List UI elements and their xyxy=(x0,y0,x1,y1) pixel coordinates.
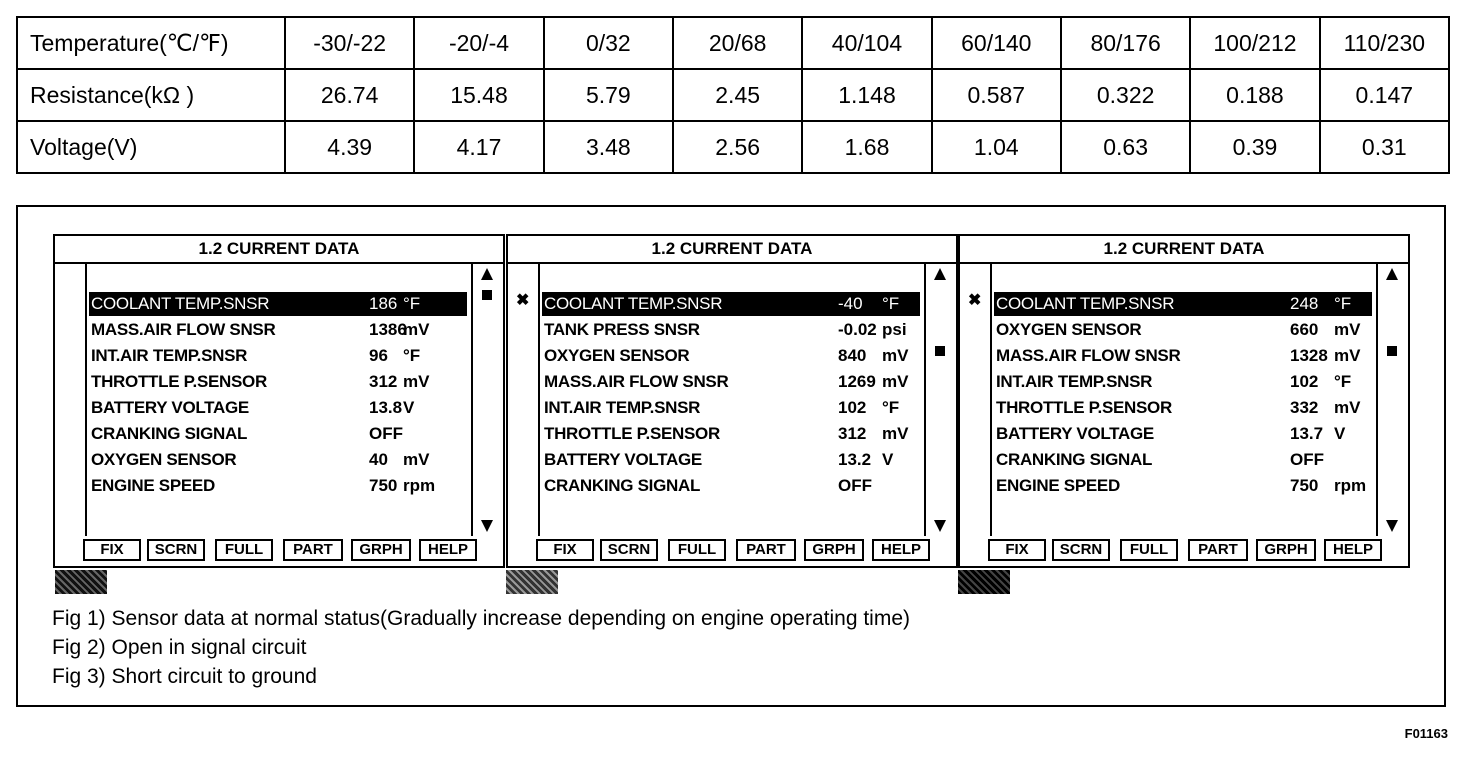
spec-cell: 0.587 xyxy=(932,69,1061,121)
caption-fig-3: Fig 3) Short circuit to ground xyxy=(52,665,317,688)
data-row-label: INT.AIR TEMP.SNSR xyxy=(544,398,701,417)
data-row-value: 312 xyxy=(369,372,398,391)
spec-cell: 4.39 xyxy=(285,121,414,173)
spec-cell: 1.04 xyxy=(932,121,1061,173)
data-row-unit: V xyxy=(882,450,894,469)
spec-cell: 2.56 xyxy=(673,121,802,173)
spec-row-label: Resistance(kΩ ) xyxy=(17,69,285,121)
spec-cell: 0.147 xyxy=(1320,69,1449,121)
scroll-down-icon[interactable] xyxy=(1386,520,1398,532)
panel-title: 1.2 CURRENT DATA xyxy=(508,236,956,264)
fault-marker-icon: ✖ xyxy=(968,292,982,309)
status-tile-2 xyxy=(506,570,558,594)
data-row-value: 102 xyxy=(838,398,867,417)
data-row[interactable] xyxy=(542,396,920,420)
spec-cell: 1.68 xyxy=(802,121,931,173)
full-button[interactable]: FULL xyxy=(668,539,726,561)
data-row-unit: °F xyxy=(1334,372,1352,391)
data-row-label: INT.AIR TEMP.SNSR xyxy=(996,372,1153,391)
data-row-value: 13.8 xyxy=(369,398,403,417)
spec-row-label: Temperature(℃/℉) xyxy=(17,17,285,69)
function-key-bar xyxy=(55,534,503,566)
spec-cell: 0.322 xyxy=(1061,69,1190,121)
data-row-value: 750 xyxy=(1290,476,1319,495)
data-row-label: OXYGEN SENSOR xyxy=(91,450,237,469)
data-row-label: THROTTLE P.SENSOR xyxy=(544,424,720,443)
data-row-label: ENGINE SPEED xyxy=(91,476,215,495)
help-button[interactable]: HELP xyxy=(872,539,930,561)
data-row-value: 1386 xyxy=(369,320,407,339)
data-row-label: INT.AIR TEMP.SNSR xyxy=(91,346,248,365)
function-key-bar xyxy=(960,534,1408,566)
data-row-value: 13.2 xyxy=(838,450,872,469)
data-list xyxy=(85,264,473,536)
fix-button[interactable]: FIX xyxy=(83,539,141,561)
spec-row xyxy=(17,69,1449,121)
data-row-unit: mV xyxy=(882,346,909,365)
data-row-unit: °F xyxy=(403,346,421,365)
figure-code: F01163 xyxy=(1404,726,1448,741)
scan-tool-panel-2 xyxy=(506,234,958,568)
data-row[interactable] xyxy=(89,344,467,368)
data-row[interactable] xyxy=(994,370,1372,394)
data-row[interactable] xyxy=(542,344,920,368)
spec-cell: -20/-4 xyxy=(414,17,543,69)
data-row-unit: °F xyxy=(882,294,900,313)
data-row-value: 332 xyxy=(1290,398,1319,417)
panel-title: 1.2 CURRENT DATA xyxy=(55,236,503,264)
spec-row-label: Voltage(V) xyxy=(17,121,285,173)
scrn-button[interactable]: SCRN xyxy=(147,539,205,561)
scan-tool-panel-3 xyxy=(958,234,1410,568)
panel-title: 1.2 CURRENT DATA xyxy=(960,236,1408,264)
scroll-down-icon[interactable] xyxy=(481,520,493,532)
selected-data-row[interactable] xyxy=(89,292,467,316)
scroll-thumb[interactable] xyxy=(482,290,492,300)
help-button[interactable]: HELP xyxy=(1324,539,1382,561)
data-row[interactable] xyxy=(994,318,1372,342)
scroll-up-icon[interactable] xyxy=(481,268,493,280)
data-row-label: CRANKING SIGNAL xyxy=(996,450,1153,469)
data-row[interactable] xyxy=(89,474,467,498)
data-row-unit: rpm xyxy=(1334,476,1367,495)
data-row-value: 1328 xyxy=(1290,346,1328,365)
data-row-unit: mV xyxy=(403,372,430,391)
data-row-value: OFF xyxy=(1290,450,1324,469)
spec-cell: 0.31 xyxy=(1320,121,1449,173)
data-row[interactable] xyxy=(994,396,1372,420)
data-row-value: OFF xyxy=(369,424,403,443)
data-row-unit: mV xyxy=(403,450,430,469)
data-row-value: 96 xyxy=(369,346,388,365)
scroll-thumb[interactable] xyxy=(1387,346,1397,356)
data-row[interactable] xyxy=(994,422,1372,446)
data-row[interactable] xyxy=(89,370,467,394)
fix-button[interactable]: FIX xyxy=(536,539,594,561)
data-row-label: ENGINE SPEED xyxy=(996,476,1120,495)
spec-row xyxy=(17,17,1449,69)
data-row-value: 660 xyxy=(1290,320,1319,339)
data-row-value: -40 xyxy=(838,294,863,313)
data-row-label: THROTTLE P.SENSOR xyxy=(996,398,1172,417)
data-row-unit: mV xyxy=(1334,320,1361,339)
data-row[interactable] xyxy=(89,448,467,472)
data-row-label: CRANKING SIGNAL xyxy=(544,476,701,495)
data-row-unit: °F xyxy=(882,398,900,417)
scrn-button[interactable]: SCRN xyxy=(1052,539,1110,561)
fault-marker-icon: ✖ xyxy=(516,292,530,309)
data-row[interactable] xyxy=(542,422,920,446)
data-list xyxy=(538,264,926,536)
data-row-unit: psi xyxy=(882,320,907,339)
function-key-bar xyxy=(508,534,956,566)
spec-cell: 3.48 xyxy=(544,121,673,173)
data-row-unit: mV xyxy=(1334,346,1361,365)
data-row-value: -0.02 xyxy=(838,320,877,339)
data-row-value: OFF xyxy=(838,476,872,495)
selected-data-row[interactable] xyxy=(994,292,1372,316)
data-row-unit: mV xyxy=(882,424,909,443)
data-row-label: BATTERY VOLTAGE xyxy=(544,450,702,469)
spec-cell: 0.39 xyxy=(1190,121,1319,173)
part-button[interactable]: PART xyxy=(283,539,343,561)
data-row-label: TANK PRESS SNSR xyxy=(544,320,700,339)
data-row-value: 1269 xyxy=(838,372,876,391)
data-row-unit: mV xyxy=(882,372,909,391)
scroll-up-icon[interactable] xyxy=(934,268,946,280)
spec-cell: 40/104 xyxy=(802,17,931,69)
scroll-down-icon[interactable] xyxy=(934,520,946,532)
scrollbar[interactable] xyxy=(930,264,952,536)
data-row-value: 312 xyxy=(838,424,867,443)
spec-cell: 0.188 xyxy=(1190,69,1319,121)
spec-cell: 2.45 xyxy=(673,69,802,121)
spec-cell: 5.79 xyxy=(544,69,673,121)
spec-cell: 1.148 xyxy=(802,69,931,121)
data-row[interactable] xyxy=(994,344,1372,368)
part-button[interactable]: PART xyxy=(1188,539,1248,561)
fix-button[interactable]: FIX xyxy=(988,539,1046,561)
spec-cell: 15.48 xyxy=(414,69,543,121)
scroll-thumb[interactable] xyxy=(935,346,945,356)
data-row-value: 13.7 xyxy=(1290,424,1324,443)
data-row-value: 750 xyxy=(369,476,398,495)
part-button[interactable]: PART xyxy=(736,539,796,561)
data-row[interactable] xyxy=(542,474,920,498)
spec-cell: 80/176 xyxy=(1061,17,1190,69)
help-button[interactable]: HELP xyxy=(419,539,477,561)
selected-data-row[interactable] xyxy=(542,292,920,316)
data-row-value: 248 xyxy=(1290,294,1319,313)
data-row-label: MASS.AIR FLOW SNSR xyxy=(996,346,1181,365)
data-row-label: MASS.AIR FLOW SNSR xyxy=(91,320,276,339)
data-row-unit: °F xyxy=(403,294,421,313)
data-row[interactable] xyxy=(89,318,467,342)
data-row-unit: mV xyxy=(1334,398,1361,417)
data-row[interactable] xyxy=(542,370,920,394)
spec-cell: -30/-22 xyxy=(285,17,414,69)
data-row-label: BATTERY VOLTAGE xyxy=(996,424,1154,443)
data-row-label: THROTTLE P.SENSOR xyxy=(91,372,267,391)
data-row[interactable] xyxy=(89,422,467,446)
data-list xyxy=(990,264,1378,536)
data-row[interactable] xyxy=(89,396,467,420)
data-row-label: COOLANT TEMP.SNSR xyxy=(996,294,1175,313)
scrn-button[interactable]: SCRN xyxy=(600,539,658,561)
sensor-spec-table xyxy=(16,16,1450,174)
spec-cell: 4.17 xyxy=(414,121,543,173)
spec-cell: 110/230 xyxy=(1320,17,1449,69)
spec-row xyxy=(17,121,1449,173)
data-row-label: OXYGEN SENSOR xyxy=(544,346,690,365)
data-row-value: 186 xyxy=(369,294,398,313)
spec-cell: 100/212 xyxy=(1190,17,1319,69)
data-row-value: 840 xyxy=(838,346,867,365)
full-button[interactable]: FULL xyxy=(215,539,273,561)
data-row-unit: mV xyxy=(403,320,430,339)
scrollbar[interactable] xyxy=(1382,264,1404,536)
data-row-unit: °F xyxy=(1334,294,1352,313)
data-row-value: 40 xyxy=(369,450,388,469)
scrollbar[interactable] xyxy=(477,264,499,536)
data-row-label: CRANKING SIGNAL xyxy=(91,424,248,443)
data-row-label: MASS.AIR FLOW SNSR xyxy=(544,372,729,391)
data-row[interactable] xyxy=(542,448,920,472)
full-button[interactable]: FULL xyxy=(1120,539,1178,561)
status-tile-1 xyxy=(55,570,107,594)
data-row[interactable] xyxy=(542,318,920,342)
spec-cell: 20/68 xyxy=(673,17,802,69)
scroll-up-icon[interactable] xyxy=(1386,268,1398,280)
data-row-unit: rpm xyxy=(403,476,436,495)
grph-button[interactable]: GRPH xyxy=(351,539,411,561)
data-row-value: 102 xyxy=(1290,372,1319,391)
data-row-label: BATTERY VOLTAGE xyxy=(91,398,249,417)
grph-button[interactable]: GRPH xyxy=(804,539,864,561)
data-row-label: OXYGEN SENSOR xyxy=(996,320,1142,339)
caption-fig-2: Fig 2) Open in signal circuit xyxy=(52,636,307,659)
grph-button[interactable]: GRPH xyxy=(1256,539,1316,561)
data-row[interactable] xyxy=(994,448,1372,472)
spec-cell: 26.74 xyxy=(285,69,414,121)
data-row-unit: V xyxy=(1334,424,1346,443)
data-row-unit: V xyxy=(403,398,415,417)
data-row[interactable] xyxy=(994,474,1372,498)
data-row-label: COOLANT TEMP.SNSR xyxy=(91,294,270,313)
spec-cell: 0/32 xyxy=(544,17,673,69)
spec-cell: 0.63 xyxy=(1061,121,1190,173)
caption-fig-1: Fig 1) Sensor data at normal status(Gradually increase depending on engine operating time) xyxy=(52,607,910,630)
status-tile-3 xyxy=(958,570,1010,594)
spec-cell: 60/140 xyxy=(932,17,1061,69)
data-row-label: COOLANT TEMP.SNSR xyxy=(544,294,723,313)
scan-tool-panel-1 xyxy=(53,234,505,568)
